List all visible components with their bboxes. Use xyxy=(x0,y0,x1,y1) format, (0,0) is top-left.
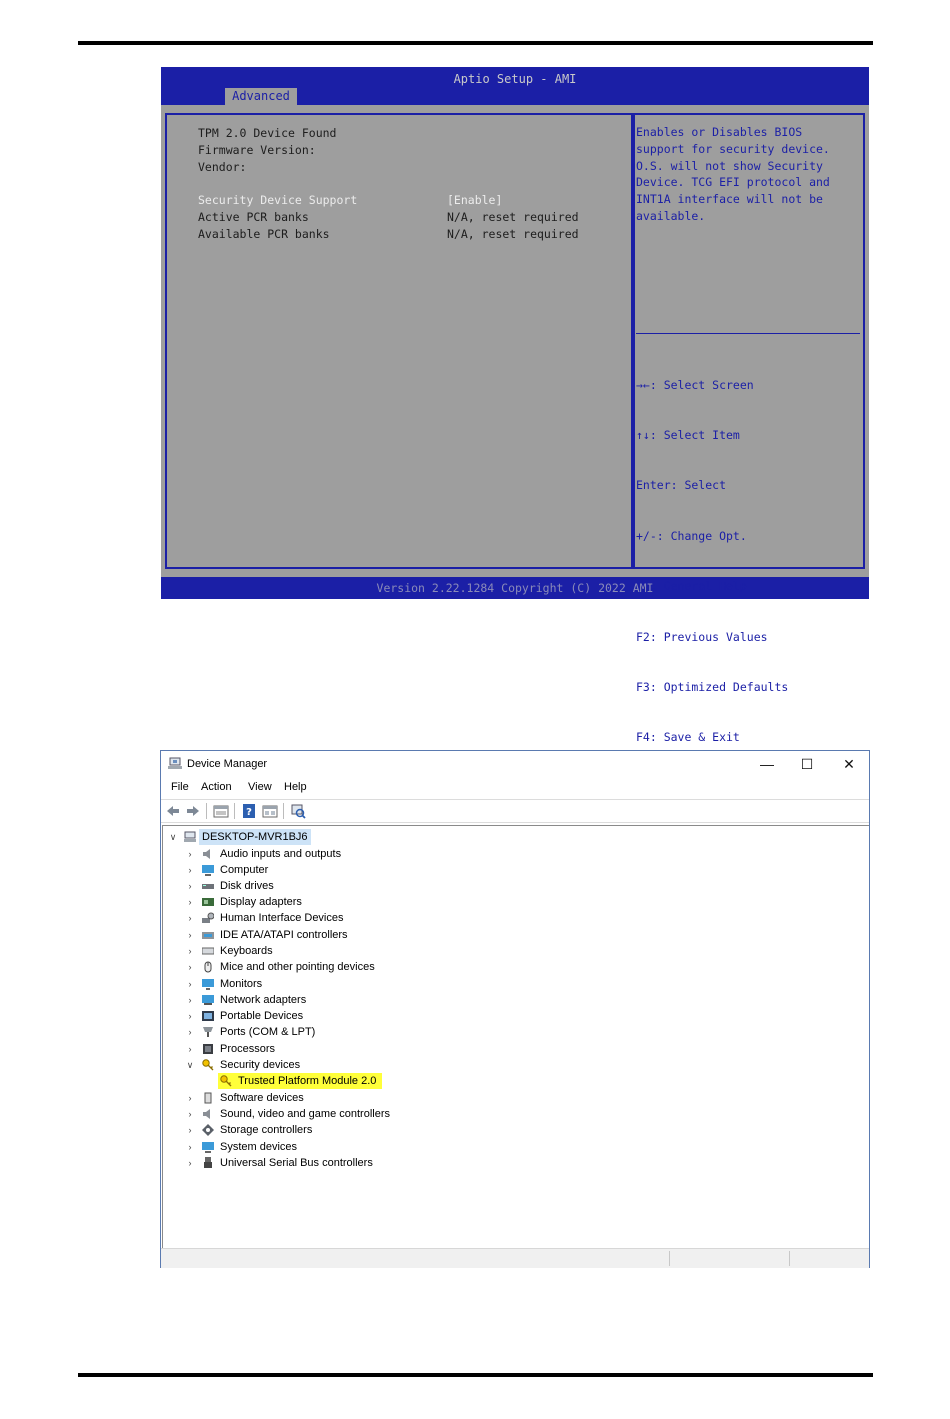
list-item[interactable] xyxy=(163,1024,563,1040)
help-text xyxy=(636,124,862,225)
menu-bar xyxy=(161,778,869,798)
list-item[interactable] xyxy=(163,1122,563,1138)
bottom-rule xyxy=(78,1373,873,1377)
keyboard-icon xyxy=(202,945,214,957)
chevron-right-icon[interactable]: › xyxy=(188,946,192,956)
chevron-right-icon[interactable]: › xyxy=(188,979,192,989)
available-pcr-banks-label: Available PCR banks xyxy=(198,227,330,241)
chevron-down-icon[interactable]: ∨ xyxy=(186,1060,194,1070)
category-label: Software devices xyxy=(220,1092,304,1104)
security-device-support-label[interactable]: Security Device Support xyxy=(198,193,358,207)
hid-icon xyxy=(202,912,214,924)
category-label: Disk drives xyxy=(220,880,274,892)
chevron-right-icon[interactable]: › xyxy=(188,1011,192,1021)
list-item[interactable] xyxy=(163,959,563,975)
svg-text:?: ? xyxy=(246,807,252,818)
bios-help-pane xyxy=(631,113,865,745)
properties-icon[interactable] xyxy=(213,803,229,819)
maximize-button[interactable]: ☐ xyxy=(800,756,814,772)
menu-view[interactable]: View xyxy=(248,781,272,793)
list-item[interactable] xyxy=(163,976,563,992)
help-line: O.S. will not show Security xyxy=(636,158,823,173)
display-adapter-icon xyxy=(202,896,214,908)
active-pcr-banks-label: Active PCR banks xyxy=(198,210,309,224)
security-device-support-value[interactable]: [Enable] xyxy=(447,193,503,207)
category-label: Storage controllers xyxy=(220,1124,313,1136)
key-general-help: F1: General Help xyxy=(636,579,747,594)
software-device-icon xyxy=(202,1092,214,1104)
bios-footer: Version 2.22.1284 Copyright (C) 2022 AMI xyxy=(376,581,654,595)
top-rule xyxy=(78,41,873,45)
status-divider xyxy=(789,1251,790,1266)
menu-action[interactable]: Action xyxy=(201,781,232,793)
scan-hardware-icon[interactable] xyxy=(290,803,306,819)
key-optimized-defaults: F3: Optimized Defaults xyxy=(636,679,789,694)
list-item[interactable] xyxy=(163,1139,563,1155)
security-key-icon xyxy=(202,1059,214,1071)
device-manager-window xyxy=(160,750,870,1268)
category-label: Monitors xyxy=(220,978,263,990)
list-item[interactable] xyxy=(163,1106,563,1122)
chevron-right-icon[interactable]: › xyxy=(188,1109,192,1119)
bios-title: Aptio Setup - AMI xyxy=(453,72,577,86)
menu-file[interactable]: File xyxy=(171,781,189,793)
list-item[interactable] xyxy=(163,1090,563,1106)
tpm-found-text: TPM 2.0 Device Found xyxy=(198,126,337,140)
speaker-icon xyxy=(202,848,214,860)
chevron-right-icon[interactable]: › xyxy=(188,913,192,923)
list-item[interactable] xyxy=(163,894,563,910)
computer-icon xyxy=(202,864,214,876)
chevron-right-icon[interactable]: › xyxy=(188,995,192,1005)
status-bar xyxy=(161,1248,869,1268)
list-item[interactable] xyxy=(163,927,563,943)
key-select-screen: →←: Select Screen xyxy=(636,377,754,392)
category-label: Network adapters xyxy=(220,994,307,1006)
chevron-right-icon[interactable]: › xyxy=(188,1027,192,1037)
bios-settings-pane xyxy=(165,113,635,569)
help-line: Enables or Disables BIOS xyxy=(636,125,803,139)
chevron-down-icon[interactable]: ∨ xyxy=(169,832,177,842)
active-pcr-banks-value: N/A, reset required xyxy=(447,210,579,224)
category-label: Ports (COM & LPT) xyxy=(220,1026,316,1038)
help-line: Device. TCG EFI protocol and xyxy=(636,175,830,190)
tree-root[interactable] xyxy=(163,829,463,845)
chevron-right-icon[interactable]: › xyxy=(188,962,192,972)
root-label: DESKTOP-MVR1BJ6 xyxy=(199,829,311,845)
speaker-icon xyxy=(202,1108,214,1120)
chevron-right-icon[interactable]: › xyxy=(188,849,192,859)
status-divider xyxy=(669,1251,670,1266)
category-label: Human Interface Devices xyxy=(220,912,344,924)
category-label: System devices xyxy=(220,1141,298,1153)
view-icon[interactable] xyxy=(262,803,278,819)
key-change-opt: +/-: Change Opt. xyxy=(636,528,747,543)
monitor-icon xyxy=(202,978,214,990)
toolbar-separator xyxy=(283,803,284,819)
bios-setup-screen xyxy=(161,67,869,745)
close-button[interactable]: ✕ xyxy=(843,756,855,772)
category-label: Processors xyxy=(220,1043,276,1055)
help-line: INT1A interface will not be xyxy=(636,192,823,207)
help-line: available. xyxy=(636,208,706,223)
port-icon xyxy=(202,1026,214,1038)
toolbar-separator xyxy=(206,803,207,819)
minimize-button[interactable]: — xyxy=(760,756,774,772)
list-item[interactable] xyxy=(163,943,563,959)
category-label: Keyboards xyxy=(220,945,273,957)
firmware-version-label: Firmware Version: xyxy=(198,143,316,157)
chevron-right-icon[interactable]: › xyxy=(188,1142,192,1152)
available-pcr-banks-value: N/A, reset required xyxy=(447,227,579,241)
processor-icon xyxy=(202,1043,214,1055)
list-item[interactable] xyxy=(163,1155,563,1171)
window-title: Device Manager xyxy=(187,758,268,770)
tpm-device-item[interactable] xyxy=(163,1073,563,1089)
key-save-exit: F4: Save & Exit xyxy=(636,730,740,745)
chevron-right-icon[interactable]: › xyxy=(188,1125,192,1135)
computer-icon xyxy=(184,831,196,843)
menu-help[interactable]: Help xyxy=(284,781,307,793)
help-icon[interactable] xyxy=(241,803,257,819)
usb-icon xyxy=(202,1157,214,1169)
category-label: IDE ATA/ATAPI controllers xyxy=(220,929,348,941)
chevron-right-icon[interactable]: › xyxy=(188,1044,192,1054)
category-label: Audio inputs and outputs xyxy=(220,848,342,860)
category-label: Computer xyxy=(220,864,269,876)
chevron-right-icon[interactable]: › xyxy=(188,865,192,875)
help-line: support for security device. xyxy=(636,141,830,156)
list-item[interactable] xyxy=(163,910,563,926)
portable-device-icon xyxy=(202,1010,214,1022)
disk-drive-icon xyxy=(202,880,214,892)
category-label: Display adapters xyxy=(220,896,302,908)
list-item[interactable] xyxy=(163,992,563,1008)
category-label: Portable Devices xyxy=(220,1010,304,1022)
chevron-right-icon[interactable]: › xyxy=(188,930,192,940)
help-divider xyxy=(636,333,860,334)
chevron-right-icon[interactable]: › xyxy=(188,1158,192,1168)
key-select-item: ↑↓: Select Item xyxy=(636,427,740,442)
key-previous-values: F2: Previous Values xyxy=(636,629,768,644)
category-label: Mice and other pointing devices xyxy=(220,961,375,973)
list-item[interactable] xyxy=(163,1008,563,1024)
forward-arrow-icon[interactable] xyxy=(185,803,201,819)
system-device-icon xyxy=(202,1141,214,1153)
category-label: Security devices xyxy=(220,1059,301,1071)
back-arrow-icon[interactable] xyxy=(165,803,181,819)
category-label: Sound, video and game controllers xyxy=(220,1108,390,1120)
list-item[interactable] xyxy=(163,862,563,878)
list-item[interactable] xyxy=(163,1041,563,1057)
tab-advanced[interactable]: Advanced xyxy=(225,88,297,105)
ide-controller-icon xyxy=(202,929,214,941)
key-enter-select: Enter: Select xyxy=(636,478,727,493)
list-item[interactable] xyxy=(163,846,563,862)
title-bar[interactable] xyxy=(161,751,869,777)
category-label: Universal Serial Bus controllers xyxy=(220,1157,373,1169)
list-item[interactable] xyxy=(163,1057,563,1073)
chevron-right-icon[interactable]: › xyxy=(188,881,192,891)
security-key-icon xyxy=(220,1075,232,1087)
device-tree xyxy=(162,825,869,1248)
mouse-icon xyxy=(202,961,214,973)
chevron-right-icon[interactable]: › xyxy=(188,897,192,907)
chevron-right-icon[interactable]: › xyxy=(188,1093,192,1103)
vendor-label: Vendor: xyxy=(198,160,247,174)
toolbar xyxy=(161,799,869,823)
list-item[interactable] xyxy=(163,878,563,894)
toolbar-separator xyxy=(234,803,235,819)
device-manager-icon xyxy=(168,757,182,770)
tpm-device-label: Trusted Platform Module 2.0 xyxy=(238,1075,377,1087)
storage-controller-icon xyxy=(202,1124,214,1136)
network-adapter-icon xyxy=(202,994,214,1006)
